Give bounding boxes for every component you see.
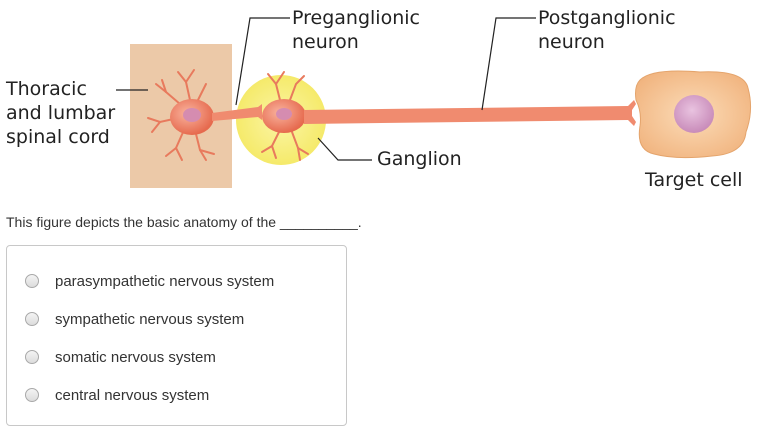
preganglionic-label-line-2: neuron — [292, 31, 359, 53]
option-parasympathetic[interactable] — [25, 270, 274, 292]
target-cell-label: Target cell — [645, 169, 743, 191]
ganglion-label: Ganglion — [377, 148, 462, 170]
option-label: somatic nervous system — [55, 348, 216, 366]
preganglionic-label-line-1: Preganglionic — [292, 7, 420, 29]
spinal-cord-label-line-3: spinal cord — [6, 126, 110, 148]
postganglionic-axon — [304, 100, 636, 126]
option-label: central nervous system — [55, 386, 210, 404]
option-label: parasympathetic nervous system — [55, 272, 275, 290]
postganglionic-label-line-1: Postganglionic — [538, 7, 676, 29]
radio-button[interactable] — [25, 274, 39, 288]
postganglionic-label-line-2: neuron — [538, 31, 605, 53]
target-cell-nucleus — [674, 95, 714, 133]
preganglionic-label — [292, 6, 420, 54]
preganglionic-nucleus — [183, 108, 201, 122]
answer-options — [6, 245, 347, 426]
option-somatic[interactable] — [25, 346, 216, 368]
spinal-cord-label — [6, 77, 115, 149]
postganglionic-label — [538, 6, 676, 54]
spinal-cord-label-line-1: Thoracic — [6, 78, 87, 100]
spinal-cord-label-line-2: and lumbar — [6, 102, 116, 124]
radio-button[interactable] — [25, 350, 39, 364]
option-sympathetic[interactable] — [25, 308, 244, 330]
option-label: sympathetic nervous system — [55, 310, 245, 328]
radio-button[interactable] — [25, 388, 39, 402]
postganglionic-nucleus — [276, 108, 292, 120]
neuron-figure — [0, 0, 781, 200]
question-text: This figure depicts the basic anatomy of the __________. — [6, 214, 362, 230]
radio-button[interactable] — [25, 312, 39, 326]
option-central[interactable] — [25, 384, 209, 406]
